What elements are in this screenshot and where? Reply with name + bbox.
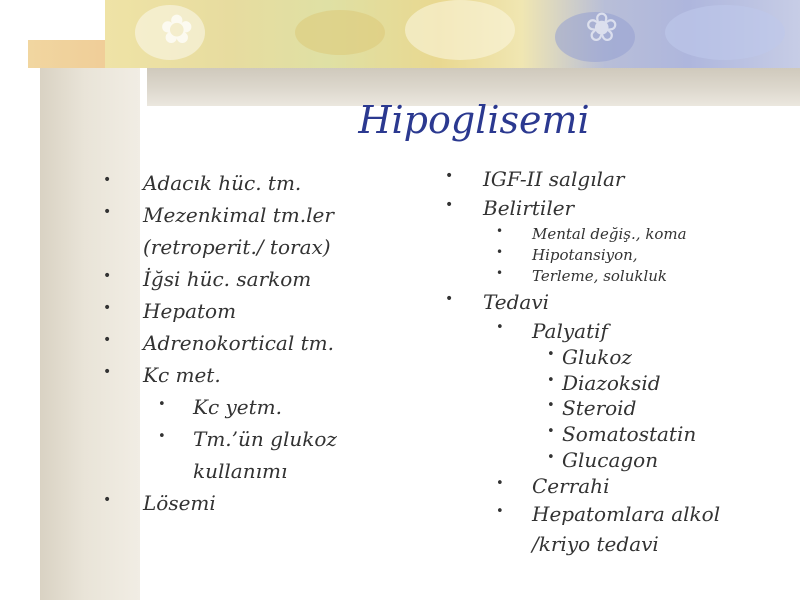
list-item: /kriyo tedavi xyxy=(532,532,659,556)
bullet-icon: • xyxy=(496,245,504,259)
banner-petal-shape xyxy=(665,5,785,60)
list-item: Belirtiler xyxy=(483,196,575,220)
list-item: Kc met. xyxy=(143,363,221,387)
list-item: Cerrahi xyxy=(532,474,610,498)
list-item: kullanımı xyxy=(193,459,288,483)
list-item: Adrenokortical tm. xyxy=(143,331,334,355)
list-item: IGF-II salgılar xyxy=(483,167,625,191)
bullet-icon: • xyxy=(158,397,166,412)
list-item: Hepatomlara alkol xyxy=(532,502,721,526)
flower-icon: ❀ xyxy=(585,5,619,51)
list-item: (retroperit./ torax) xyxy=(143,235,331,259)
bullet-icon: • xyxy=(496,224,504,238)
list-item: Glukoz xyxy=(562,345,632,369)
banner-light-shape xyxy=(405,0,515,60)
bullet-icon: • xyxy=(158,429,166,444)
bullet-icon: • xyxy=(103,204,112,220)
bullet-icon: • xyxy=(103,172,112,188)
banner-leaf-shape xyxy=(295,10,385,55)
left-decorative-strip xyxy=(40,68,140,600)
list-item: Tm.’ün glukoz xyxy=(193,427,337,451)
bullet-icon: • xyxy=(547,398,555,413)
list-item: Mezenkimal tm.ler xyxy=(143,203,334,227)
slide-title: Hipoglisemi xyxy=(358,98,590,142)
bullet-icon: • xyxy=(496,476,504,491)
bullet-icon: • xyxy=(496,504,504,519)
list-item: Adacık hüc. tm. xyxy=(143,171,302,195)
list-item: Tedavi xyxy=(483,290,550,314)
bullet-icon: • xyxy=(103,492,112,508)
top-decorative-banner xyxy=(105,0,800,68)
bullet-icon: • xyxy=(103,300,112,316)
list-item: Somatostatin xyxy=(562,422,697,446)
bullet-icon: • xyxy=(547,450,555,465)
bullet-icon: • xyxy=(445,291,454,307)
bullet-icon: • xyxy=(103,268,112,284)
list-item: İğsi hüc. sarkom xyxy=(143,267,312,291)
bullet-icon: • xyxy=(547,373,555,388)
bullet-icon: • xyxy=(103,364,112,380)
bullet-icon: • xyxy=(547,424,555,439)
list-item: Hepatom xyxy=(143,299,237,323)
bullet-icon: • xyxy=(445,197,454,213)
list-item: Palyatif xyxy=(532,319,608,343)
bullet-icon: • xyxy=(103,332,112,348)
list-item: Terleme, solukluk xyxy=(532,267,668,285)
bullet-icon: • xyxy=(547,347,555,362)
bullet-icon: • xyxy=(496,320,504,335)
list-item: Hipotansiyon, xyxy=(532,246,638,264)
list-item: Diazoksid xyxy=(562,371,661,395)
bullet-icon: • xyxy=(496,266,504,280)
list-item: Lösemi xyxy=(143,491,216,515)
bullet-icon: • xyxy=(445,168,454,184)
list-item: Steroid xyxy=(562,396,637,420)
list-item: Kc yetm. xyxy=(193,395,282,419)
list-item: Mental değiş., koma xyxy=(532,225,687,243)
flower-icon: ✿ xyxy=(160,7,194,53)
list-item: Glucagon xyxy=(562,448,659,472)
